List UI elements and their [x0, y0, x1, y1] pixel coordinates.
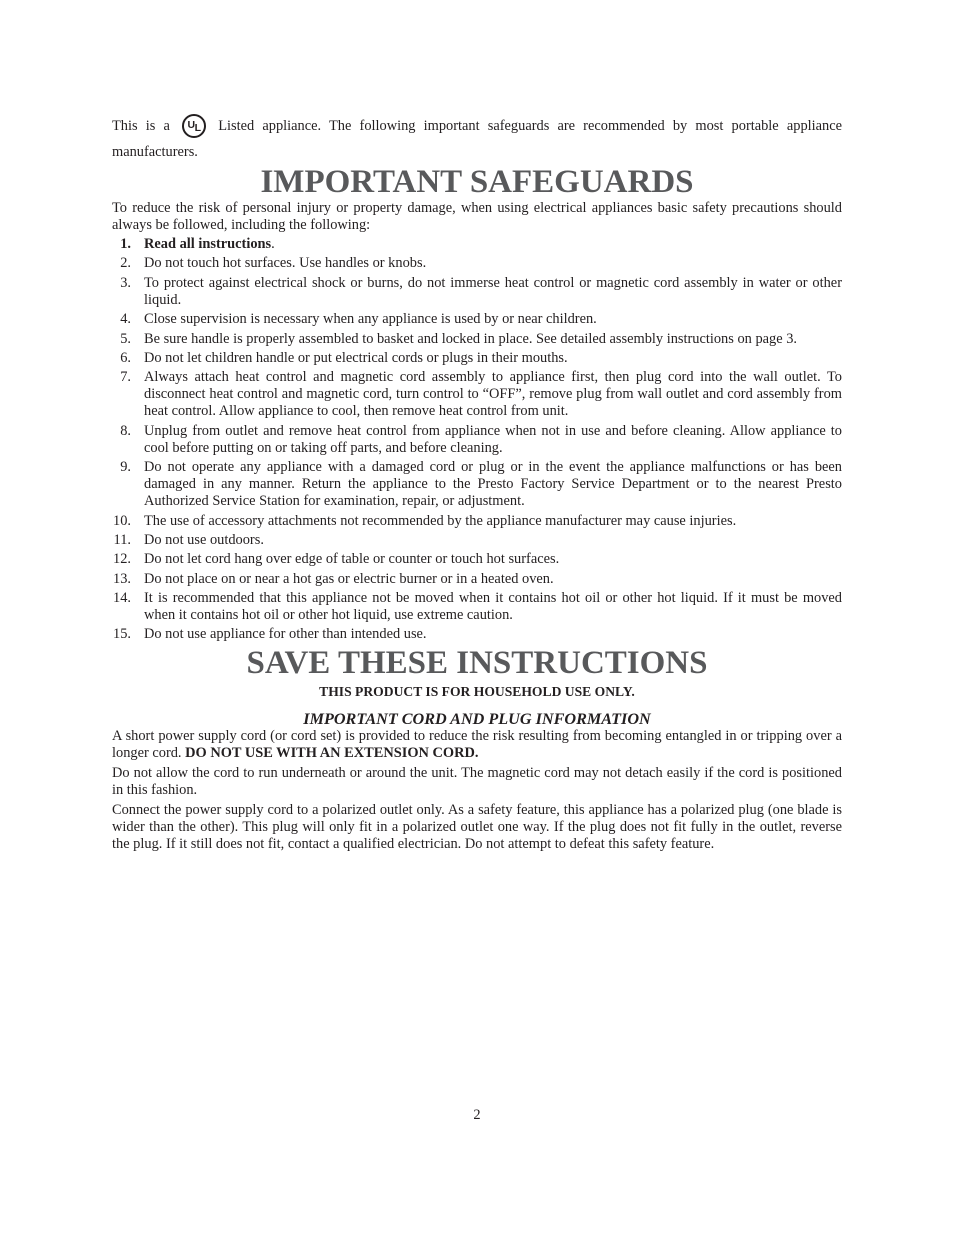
- cord-paragraph-1: A short power supply cord (or cord set) is provided to reduce the risk resulting from becoming entangled in or tripping over a longer cord. DO NOT USE WITH AN EXTENSION CORD.: [112, 727, 842, 761]
- safeguards-title: IMPORTANT SAFEGUARDS: [260, 164, 694, 200]
- safeguard-item: [112, 311, 842, 328]
- household-note: THIS PRODUCT IS FOR HOUSEHOLD USE ONLY.: [319, 683, 635, 699]
- safeguards-lead: To reduce the risk of personal injury or property damage, when using electrical appliances basic safety precautions should always be followed, including the following:: [112, 200, 842, 233]
- item-number: 10.: [113, 512, 131, 529]
- item-text: Do not use appliance for other than intended use.: [144, 626, 427, 643]
- cord-paragraph-2: Do not allow the cord to run underneath or around the unit. The magnetic cord may not detach easily if the cord is positioned in this fashion.: [112, 764, 842, 798]
- item-number: 8.: [120, 422, 131, 439]
- item-text: Read all instructions.: [144, 236, 275, 252]
- item-number: 13.: [113, 570, 131, 587]
- item-text: Always attach heat control and magnetic cord assembly to appliance first, then plug cord into the wall outlet. To disconnect heat control and magnetic cord, turn control to “OFF”, remove plug from wall outlet and cord assembly from heat control. Allow appliance to cool, then remove heat control from unit.: [144, 369, 842, 420]
- safeguard-item: [112, 532, 842, 549]
- safeguard-item: [112, 423, 842, 457]
- item-text: To protect against electrical shock or burns, do not immerse heat control or magnetic cord assembly in water or other liquid.: [144, 274, 842, 308]
- safeguard-item: [112, 459, 842, 510]
- item-number: 11.: [113, 531, 131, 548]
- safeguard-item: [112, 571, 842, 588]
- ul-listed-mark-icon: UL: [182, 114, 206, 138]
- item-number: 2.: [120, 255, 131, 272]
- item-text: The use of accessory attachments not recommended by the appliance manufacturer may cause injuries.: [144, 512, 737, 529]
- item-number: 14.: [113, 590, 131, 607]
- page-number: 2: [473, 1107, 481, 1123]
- cord-paragraph-3: Connect the power supply cord to a polarized outlet only. As a safety feature, this appliance has a polarized plug (one blade is wider than the other). This plug will only fit in a polarized outlet one way. If the plug does not fit fully in the outlet, reverse the plug. If it still does not fit, contact a qualified electrician. Do not attempt to defeat this safety feature.: [112, 801, 842, 852]
- safeguard-item: [112, 513, 842, 530]
- item-text: Be sure handle is properly assembled to basket and locked in place. See detailed assembly instructions on page 3.: [144, 330, 797, 347]
- item-number: 1.: [120, 236, 131, 252]
- item-number: 15.: [113, 626, 131, 643]
- safeguard-item: [112, 626, 842, 643]
- safeguard-item: [112, 350, 842, 367]
- safeguard-item: [112, 369, 842, 420]
- safeguard-item: [112, 275, 842, 309]
- intro-prefix: This is a: [112, 118, 170, 134]
- item-text: It is recommended that this appliance not be moved when it contains hot oil or other hot liquid. If it must be moved when it contains hot oil or other hot liquid, use extreme caution.: [144, 590, 842, 624]
- cord-plug-heading: IMPORTANT CORD AND PLUG INFORMATION: [303, 709, 651, 728]
- document-page: [112, 118, 842, 853]
- item-text: Do not use outdoors.: [144, 531, 264, 548]
- item-text: Do not operate any appliance with a damaged cord or plug or in the event the appliance malfunctions or has been damaged in any manner. Return the appliance to the Presto Factory Service Department or to the nearest Presto Authorized Service Station for examination, repair, or adjustment.: [144, 459, 842, 510]
- item-text: Do not place on or near a hot gas or electric burner or in a heated oven.: [144, 570, 554, 587]
- item-number: 12.: [113, 551, 131, 568]
- item-text: Do not touch hot surfaces. Use handles or knobs.: [144, 255, 427, 272]
- safeguard-item: [112, 551, 842, 568]
- intro-paragraph: [112, 118, 842, 161]
- item-text: Do not let cord hang over edge of table or counter or touch hot surfaces.: [144, 551, 560, 568]
- item-text: Do not let children handle or put electrical cords or plugs in their mouths.: [144, 349, 568, 366]
- item-number: 6.: [120, 349, 131, 366]
- item-text: Unplug from outlet and remove heat control from appliance when not in use and before cleaning. Allow appliance to cool before putting on or taking off parts, and before cleaning.: [144, 422, 842, 456]
- safeguard-item: [112, 590, 842, 624]
- safeguard-item: [112, 331, 842, 348]
- item-number: 7.: [120, 369, 131, 386]
- item-number: 5.: [120, 330, 131, 347]
- extension-cord-warning: DO NOT USE WITH AN EXTENSION CORD.: [185, 744, 479, 761]
- save-instructions-title: SAVE THESE INSTRUCTIONS: [246, 644, 708, 681]
- item-number: 4.: [120, 311, 131, 328]
- item-text: Close supervision is necessary when any appliance is used by or near children.: [144, 311, 597, 328]
- item-number: 9.: [120, 459, 131, 476]
- safeguards-list: [112, 236, 842, 643]
- item-bold-text: Read all instructions: [144, 236, 272, 252]
- safeguard-item: [112, 236, 842, 253]
- item-number: 3.: [120, 274, 131, 291]
- intro-suffix: Listed appliance. The following important safeguards are recommended by most portable appliance manufacturers.: [112, 118, 842, 160]
- safeguard-item: [112, 255, 842, 272]
